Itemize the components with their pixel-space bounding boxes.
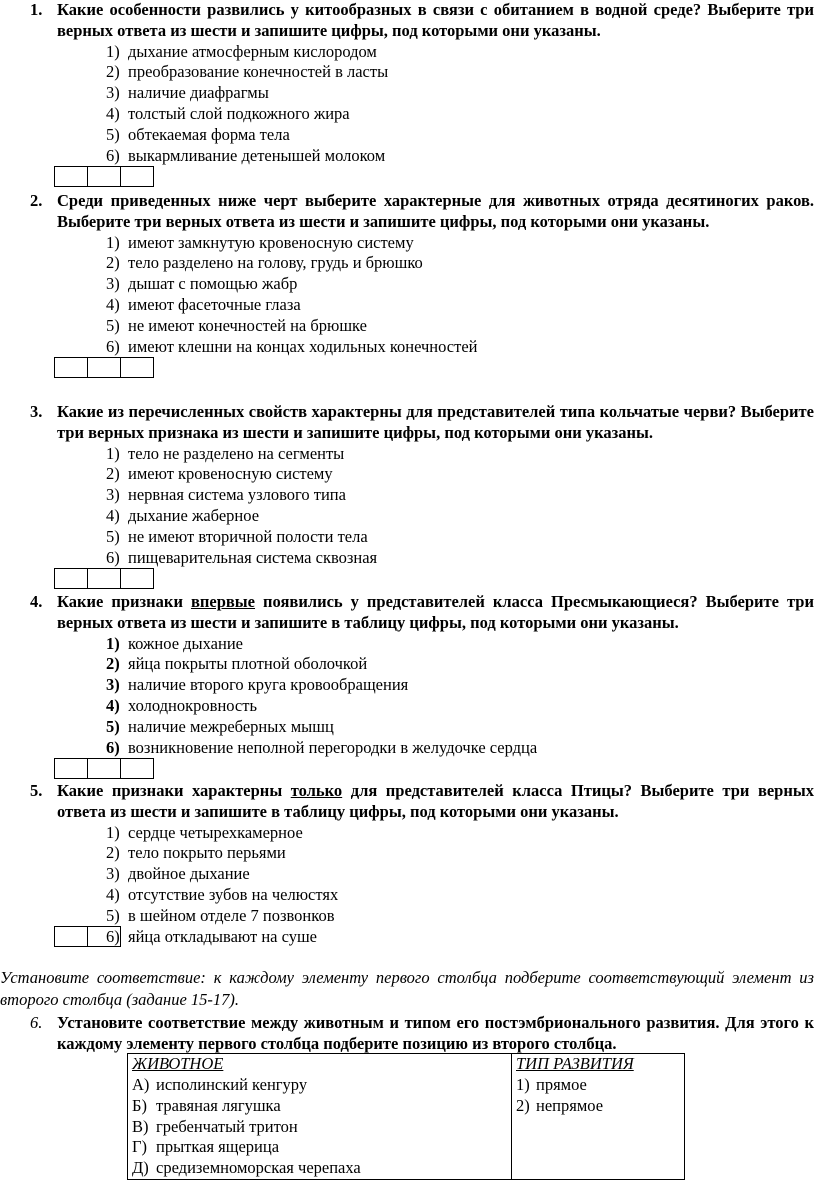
question-text-part: появились у представителей класса Пресмыкающиеся? Выберите три верных ответа из шести и запишите в таблицу цифры, под которыми они указаны. — [57, 592, 814, 632]
animal-name: средиземноморская черепаха — [156, 1158, 361, 1178]
answer-cell[interactable] — [87, 166, 121, 187]
answer-cell[interactable] — [54, 758, 88, 779]
option-text: не имеют вторичной полости тела — [128, 526, 368, 546]
question-text-part: Какие признаки характерны — [57, 781, 291, 800]
option-number: 3) — [106, 274, 120, 294]
animal-name: исполинский кенгуру — [156, 1075, 308, 1094]
option-list — [0, 823, 816, 948]
matching-table — [127, 1053, 685, 1180]
option-text: в шейном отделе 7 позвонков — [128, 905, 335, 925]
option-item — [0, 906, 816, 927]
option-text: обтекаемая форма тела — [128, 124, 290, 144]
question-number: 1. — [30, 0, 43, 19]
animal-name: гребенчатый тритон — [156, 1116, 298, 1136]
option-number: 4) — [106, 294, 120, 314]
option-item — [0, 104, 816, 125]
option-number: 3) — [106, 485, 120, 505]
option-number: 2) — [106, 253, 120, 273]
option-item — [0, 316, 816, 337]
option-text: холоднокровность — [128, 695, 257, 715]
option-number: 2) — [106, 62, 120, 82]
option-item — [0, 233, 816, 254]
option-item — [0, 885, 816, 906]
option-item — [0, 464, 816, 485]
option-item — [0, 337, 816, 358]
option-list — [0, 444, 816, 569]
question-2 — [0, 191, 816, 378]
option-item — [0, 295, 816, 316]
question-5-prompt — [0, 781, 816, 823]
animal-name: прыткая ящерица — [156, 1137, 280, 1157]
option-item — [0, 675, 816, 696]
option-number: 4) — [106, 103, 120, 123]
option-item — [0, 634, 816, 655]
answer-cell[interactable] — [54, 568, 88, 589]
animal-item — [132, 1158, 507, 1179]
option-text: наличие второго круга кровообращения — [128, 675, 409, 695]
development-column-header: ТИП РАЗВИТИЯ — [516, 1054, 634, 1073]
option-text: отсутствие зубов на челюстях — [128, 884, 339, 904]
option-number: 5) — [106, 716, 120, 736]
answer-boxes — [54, 568, 816, 589]
option-list — [0, 233, 816, 358]
answer-cell[interactable] — [87, 568, 121, 589]
answer-boxes — [54, 357, 816, 378]
option-text: нервная система узлового типа — [128, 485, 346, 505]
option-number: 3) — [106, 83, 120, 103]
development-number: 1) — [516, 1075, 530, 1094]
animal-letter: Д) — [132, 1158, 149, 1178]
option-text: кожное дыхание — [128, 633, 243, 653]
question-number: 6. — [30, 1013, 43, 1032]
question-text: Какие из перечисленных свойств характерны для представителей типа кольчатые черви? Выберите три верных признака из шести и запишите цифры, под которыми они указаны. — [57, 402, 814, 442]
development-column — [512, 1054, 685, 1180]
question-text: Среди приведенных ниже черт выберите характерные для животных отряда десятиногих раков. Выберите три верных ответа из шести и запишите цифры, под которыми они указаны. — [57, 191, 814, 231]
option-text: двойное дыхание — [128, 864, 250, 884]
option-text: тело разделено на голову, грудь и брюшко — [128, 253, 423, 273]
option-number: 1) — [106, 822, 120, 842]
option-item — [0, 738, 816, 759]
option-number: 6) — [106, 336, 120, 356]
option-text: яйца покрыты плотной оболочкой — [128, 654, 368, 674]
option-list — [0, 42, 816, 167]
option-number: 6) — [106, 547, 120, 567]
question-5 — [0, 781, 816, 947]
option-text: не имеют конечностей на брюшке — [128, 315, 367, 335]
development-item — [516, 1075, 680, 1096]
option-text: тело не разделено на сегменты — [128, 443, 345, 463]
option-item — [0, 823, 816, 844]
option-item — [0, 42, 816, 63]
option-text: преобразование конечностей в ласты — [128, 62, 389, 82]
option-item — [0, 548, 816, 569]
option-text: наличие межреберных мышц — [128, 716, 334, 736]
answer-cell[interactable] — [120, 568, 154, 589]
answer-cell[interactable] — [54, 166, 88, 187]
option-text: дышат с помощью жабр — [128, 274, 298, 294]
option-number: 5) — [106, 124, 120, 144]
option-item — [0, 717, 816, 738]
option-item — [0, 485, 816, 506]
question-2-prompt — [0, 191, 816, 233]
question-text: Установите соответствие между животным и типом его постэмбрионального развития. Для этого к каждому элементу первого столбца подберите позицию из второго столбца. — [57, 1013, 814, 1053]
option-number: 1) — [106, 232, 120, 252]
option-number: 4) — [106, 884, 120, 904]
option-item — [0, 146, 816, 167]
question-6 — [0, 1013, 816, 1055]
matching-instruction: Установите соответствие: к каждому элементу первого столбца подберите соответствующий элемент из второго столбца (задание 15-17). — [0, 968, 814, 1009]
question-3-prompt — [0, 402, 816, 444]
question-number: 2. — [30, 191, 43, 210]
question-4-prompt — [0, 592, 816, 634]
option-item — [0, 274, 816, 295]
option-text: выкармливание детенышей молоком — [128, 145, 386, 165]
option-text: яйца откладывают на суше — [128, 926, 318, 946]
question-1-prompt — [0, 0, 816, 42]
option-number: 2) — [106, 654, 120, 674]
animal-column-header: ЖИВОТНОЕ — [132, 1054, 224, 1073]
option-number: 2) — [106, 464, 120, 484]
answer-boxes — [54, 758, 816, 779]
answer-cell[interactable] — [120, 758, 154, 779]
answer-cell[interactable] — [54, 357, 88, 378]
option-number: 6) — [106, 737, 120, 757]
option-number: 3) — [106, 675, 120, 695]
option-text: толстый слой подкожного жира — [128, 103, 350, 123]
option-item — [0, 654, 816, 675]
option-item — [0, 843, 816, 864]
option-item — [0, 444, 816, 465]
option-text: дыхание атмосферным кислородом — [128, 41, 377, 61]
option-number: 5) — [106, 315, 120, 335]
animal-column — [128, 1054, 512, 1180]
answer-cell[interactable] — [120, 357, 154, 378]
option-text: имеют фасеточные глаза — [128, 294, 301, 314]
option-text: сердце четырехкамерное — [128, 822, 303, 842]
animal-letter: Г) — [132, 1137, 148, 1157]
question-number: 4. — [30, 592, 43, 611]
underlined-keyword: только — [290, 781, 343, 800]
development-type: непрямое — [536, 1095, 604, 1115]
option-number: 5) — [106, 526, 120, 546]
answer-boxes — [54, 166, 816, 187]
option-item — [0, 696, 816, 717]
answer-cell[interactable] — [87, 357, 121, 378]
animal-name: травяная лягушка — [156, 1095, 281, 1115]
option-text: имеют клешни на концах ходильных конечностей — [128, 336, 478, 356]
option-number: 2) — [106, 843, 120, 863]
option-number: 3) — [106, 864, 120, 884]
question-text — [57, 781, 814, 823]
option-number: 6) — [106, 145, 120, 165]
option-item — [0, 864, 816, 885]
option-number: 1) — [106, 443, 120, 463]
animal-item — [132, 1096, 507, 1117]
option-item — [0, 62, 816, 83]
animal-item — [132, 1117, 507, 1138]
option-item — [0, 506, 816, 527]
underlined-keyword: впервые — [190, 592, 256, 611]
option-text: дыхание жаберное — [128, 505, 260, 525]
option-text: тело покрыто перьями — [128, 843, 286, 863]
option-item — [0, 527, 816, 548]
option-item — [0, 927, 816, 948]
animal-item — [132, 1075, 507, 1096]
question-6-prompt — [0, 1013, 816, 1055]
question-3 — [0, 402, 816, 589]
answer-cell[interactable] — [120, 166, 154, 187]
option-number: 6) — [106, 926, 120, 946]
option-item — [0, 83, 816, 104]
animal-item — [132, 1137, 507, 1158]
animal-letter: Б) — [132, 1095, 147, 1115]
question-text: Какие особенности развились у китообразных в связи с обитанием в водной среде? Выберите три верных ответа из шести и запишите цифры, под которыми они указаны. — [57, 0, 814, 40]
question-text-part: Какие признаки — [57, 592, 191, 611]
option-number: 4) — [106, 695, 120, 715]
development-type: прямое — [536, 1075, 587, 1094]
option-text: наличие диафрагмы — [128, 83, 269, 103]
animal-letter: В) — [132, 1116, 149, 1136]
question-number: 5. — [30, 781, 43, 800]
development-number: 2) — [516, 1095, 530, 1115]
option-number: 5) — [106, 905, 120, 925]
option-item — [0, 125, 816, 146]
option-text: имеют замкнутую кровеносную систему — [128, 232, 414, 252]
option-text: пищеварительная система сквозная — [128, 547, 378, 567]
option-item — [0, 253, 816, 274]
question-4 — [0, 592, 816, 779]
option-text: возникновение неполной перегородки в желудочке сердца — [128, 737, 538, 757]
answer-cell[interactable] — [87, 758, 121, 779]
option-text: имеют кровеносную систему — [128, 464, 333, 484]
development-item — [516, 1096, 680, 1117]
option-number: 1) — [106, 41, 120, 61]
question-text-part: для представителей класса Птицы? Выберите три верных ответа из шести и запишите в таблицу цифры, под которыми они указаны. — [57, 781, 814, 821]
option-number: 4) — [106, 505, 120, 525]
question-number: 3. — [30, 402, 43, 421]
animal-letter: А) — [132, 1075, 150, 1094]
option-list — [0, 634, 816, 759]
question-text — [57, 592, 814, 634]
option-number: 1) — [106, 633, 120, 653]
question-1 — [0, 0, 816, 187]
